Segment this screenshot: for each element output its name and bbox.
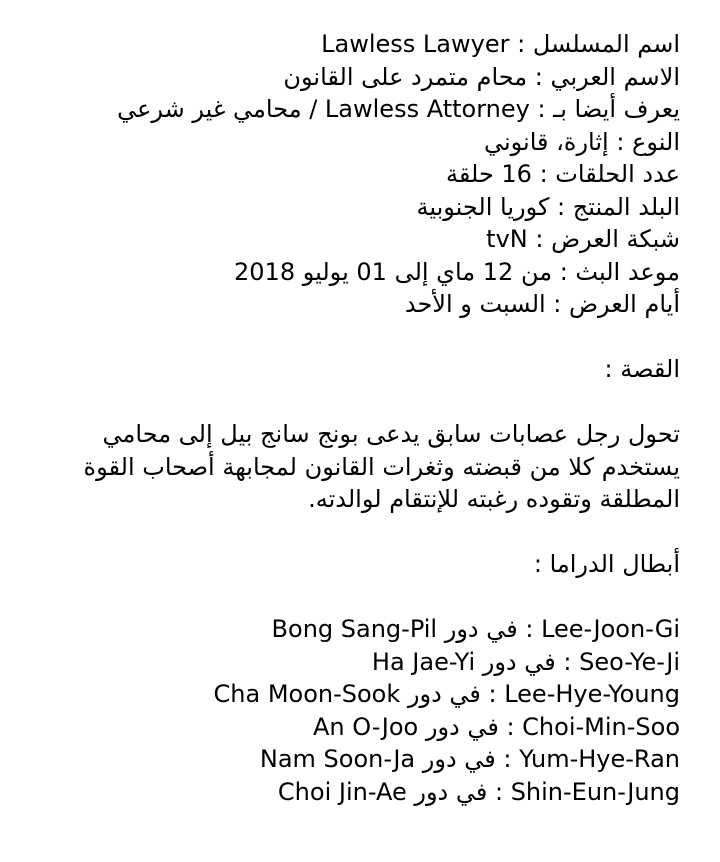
also-known-as-line: يعرف أيضا بـ : Lawless Attorney / محامي غير شرعي bbox=[117, 95, 680, 123]
air-days-line: أيام العرض : السبت و الأحد bbox=[404, 290, 680, 318]
story-heading: القصة : bbox=[604, 355, 680, 383]
spacer bbox=[40, 386, 680, 419]
cast-member: Lee-Joon-Gi : في دور Bong Sang-Pil bbox=[271, 615, 680, 643]
spacer bbox=[40, 516, 680, 549]
cast-heading: أبطال الدراما : bbox=[533, 550, 680, 578]
spacer bbox=[40, 581, 680, 614]
story-paragraph: تحول رجل عصابات سابق يدعى بونج سانج بيل إلى محامي يستخدم كلا من قبضته وثغرات القانون لمجابهة أصحاب القوة المطلقة وتقوده رغبته للإنتقام لوالدته. bbox=[83, 420, 680, 513]
genre-line: النوع : إثارة، قانوني bbox=[483, 127, 680, 156]
cast-member: Yum-Hye-Ran : في دور Nam Soon-Ja bbox=[259, 745, 680, 773]
cast-member: Choi-Min-Soo : في دور An O-Joo bbox=[312, 712, 680, 741]
air-dates-line: موعد البث : من 12 ماي إلى 01 يوليو 2018 bbox=[234, 257, 680, 286]
network-line: شبكة العرض : tvN bbox=[486, 225, 680, 253]
arabic-name-line: الاسم العربي : محام متمرد على القانون bbox=[283, 62, 680, 91]
cast-member: Seo-Ye-Ji : في دور Ha Jae-Yi bbox=[371, 647, 680, 676]
series-name-line: اسم المسلسل : Lawless Lawyer bbox=[321, 30, 680, 58]
country-line: البلد المنتج : كوريا الجنوبية bbox=[416, 192, 680, 221]
cast-member: Lee-Hye-Young : في دور Cha Moon-Sook bbox=[213, 680, 680, 708]
spacer bbox=[40, 321, 680, 354]
cast-member: Shin-Eun-Jung : في دور Choi Jin-Ae bbox=[277, 777, 680, 806]
episodes-line: عدد الحلقات : 16 حلقة bbox=[445, 160, 680, 188]
